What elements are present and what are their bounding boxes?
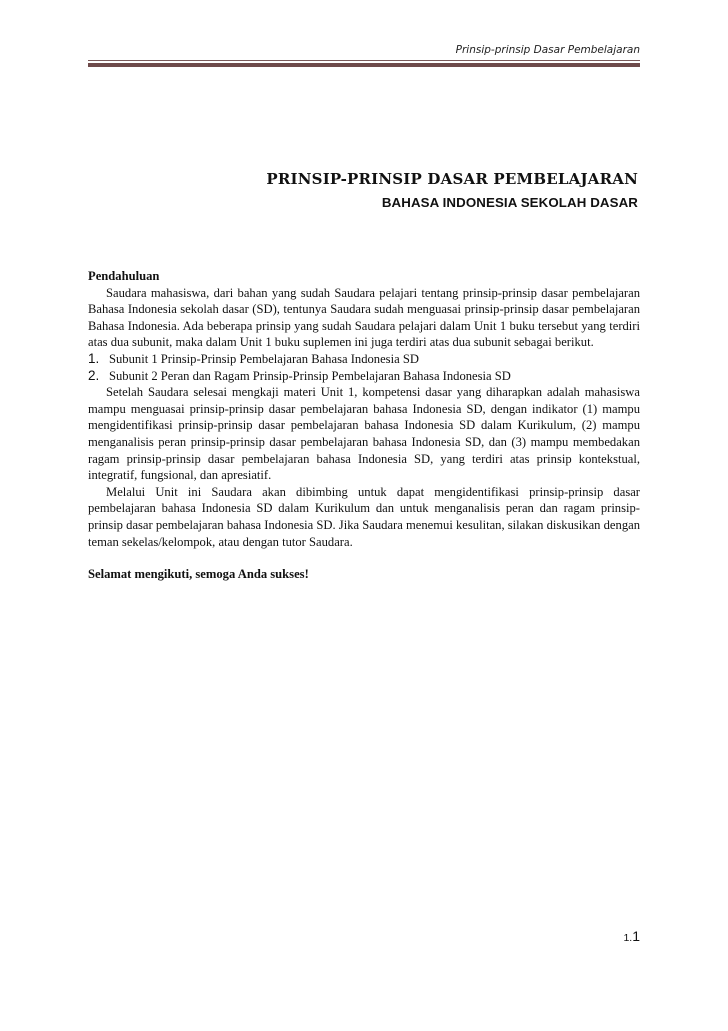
page-number-value: 1	[632, 928, 640, 944]
subunit-list	[88, 351, 640, 384]
intro-paragraph: Saudara mahasiswa, dari bahan yang sudah Saudara pelajari tentang prinsip-prinsip dasar pembelajaran Bahasa Indonesia sekolah dasar (SD), tentunya Saudara sudah menguasai prinsip-prinsip dasar pembelajaran Bahasa Indonesia. Ada beberapa prinsip yang sudah Saudara pelajari dalam Unit 1 buku tersebut yang terdiri atas dua subunit, maka dalam Unit 1 buku suplemen ini juga terdiri atas dua subunit sebagai berikut.	[88, 285, 640, 350]
header-rule-thin	[88, 60, 640, 61]
page-number	[623, 928, 640, 944]
page-number-prefix: 1.	[623, 932, 633, 944]
document-title: PRINSIP-PRINSIP DASAR PEMBELAJARAN	[266, 170, 638, 188]
list-item	[88, 368, 640, 385]
document-body	[88, 268, 640, 583]
list-text: Subunit 1 Prinsip-Prinsip Pembelajaran Bahasa Indonesia SD	[109, 351, 419, 366]
competence-paragraph: Setelah Saudara selesai mengkaji materi Unit 1, kompetensi dasar yang diharapkan adalah mahasiswa mampu menguasai prinsip-prinsip dasar pembelajaran bahasa Indonesia SD, dengan indikator (1) mampu mengidentifikasi prinsip-prinsip dasar pembelajaran bahasa Indonesia SD dalam Kurikulum, (2) mampu menganalisis peran prinsip-prinsip dasar pembelajaran bahasa Indonesia SD, dan (3) mampu membedakan ragam prinsip-prinsip dasar pembelajaran bahasa Indonesia SD, yang terdiri atas prinsip kontekstual, integratif, fungsional, dan apresiatif.	[88, 385, 640, 483]
document-subtitle: BAHASA INDONESIA SEKOLAH DASAR	[381, 195, 638, 210]
list-number: 1.	[88, 350, 100, 366]
closing-line: Selamat mengikuti, semoga Anda sukses!	[88, 567, 309, 582]
list-text: Subunit 2 Peran dan Ragam Prinsip-Prinsip Pembelajaran Bahasa Indonesia SD	[109, 368, 511, 383]
list-number: 2.	[88, 367, 100, 383]
list-item	[88, 351, 640, 368]
running-header: Prinsip-prinsip Dasar Pembelajaran	[455, 44, 640, 56]
guidance-paragraph: Melalui Unit ini Saudara akan dibimbing untuk dapat mengidentifikasi prinsip-prinsip dasar pembelajaran bahasa Indonesia SD dalam Kurikulum dan untuk menganalisis peran dan ragam prinsip-prinsip dasar pembelajaran bahasa Indonesia SD. Jika Saudara menemui kesulitan, silakan diskusikan dengan teman sekelas/kelompok, atau dengan tutor Saudara.	[88, 484, 640, 549]
header-rule-thick	[88, 63, 640, 67]
section-heading: Pendahuluan	[88, 269, 160, 283]
